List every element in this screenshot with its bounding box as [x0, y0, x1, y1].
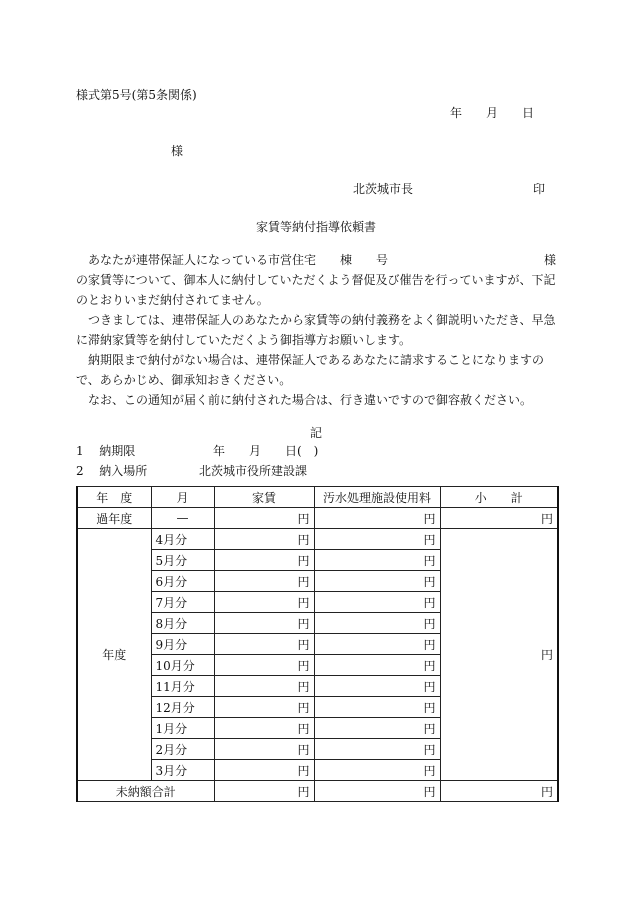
header-subtotal: 小 計: [440, 487, 558, 508]
rent-cell: 円: [214, 739, 314, 760]
rent-cell: 円: [214, 760, 314, 781]
month-label: 9月分: [151, 634, 214, 655]
month-label: 2月分: [151, 739, 214, 760]
rent-cell: 円: [214, 592, 314, 613]
sewage-cell: 円: [314, 655, 440, 676]
table-row-total: [77, 781, 558, 802]
item-label: 納期限: [99, 444, 136, 458]
month-label: 4月分: [151, 529, 214, 550]
paragraph-1: あなたが連帯保証人になっている市営住宅 棟 号 様の家賃等について、御本人に納付していただくよう督促及び催告を行っていますが、下記のとおりいまだ納付されてません。: [76, 253, 557, 307]
sewage-cell: 円: [314, 634, 440, 655]
total-rent: 円: [214, 781, 314, 802]
rent-cell: 円: [214, 655, 314, 676]
rent-cell: 円: [214, 676, 314, 697]
rent-cell: 円: [214, 634, 314, 655]
seal-mark: 印: [533, 182, 546, 196]
sewage-cell: 円: [314, 529, 440, 550]
rent-cell: 円: [214, 697, 314, 718]
sewage-cell: 円: [314, 718, 440, 739]
month-label: 7月分: [151, 592, 214, 613]
month-label: 6月分: [151, 571, 214, 592]
prev-year-subtotal: 円: [440, 508, 558, 529]
header-rent: 家賃: [214, 487, 314, 508]
sender-name: 北茨城市長: [353, 182, 414, 196]
sewage-cell: 円: [314, 550, 440, 571]
month-label: 11月分: [151, 676, 214, 697]
sewage-cell: 円: [314, 739, 440, 760]
table-row: [77, 529, 558, 550]
total-label: 未納額合計: [77, 781, 214, 802]
date-line: 年 月 日: [450, 106, 535, 120]
month-label: 3月分: [151, 760, 214, 781]
month-label: 1月分: [151, 718, 214, 739]
item-number: 2: [76, 464, 84, 478]
sewage-cell: 円: [314, 760, 440, 781]
rent-cell: 円: [214, 529, 314, 550]
item-number: 1: [76, 444, 84, 458]
paragraph-4: なお、この通知が届く前に納付された場合は、行き違いですので御容赦ください。: [76, 393, 533, 407]
form-number: 様式第5号(第5条関係): [76, 88, 197, 102]
item-payment-place: [76, 462, 147, 479]
arrears-table: [76, 486, 559, 802]
table-header-row: [77, 487, 558, 508]
total-sewage: 円: [314, 781, 440, 802]
header-sewage-fee: 汚水処理施設使用料: [314, 487, 440, 508]
sewage-cell: 円: [314, 571, 440, 592]
rent-cell: 円: [214, 613, 314, 634]
month-label: 10月分: [151, 655, 214, 676]
rent-cell: 円: [214, 550, 314, 571]
prev-year-rent: 円: [214, 508, 314, 529]
header-year: 年 度: [77, 487, 151, 508]
rent-cell: 円: [214, 571, 314, 592]
addressee-suffix: 様: [171, 144, 184, 158]
body-paragraphs: [76, 250, 560, 410]
prev-year-label: 過年度: [77, 508, 151, 529]
sewage-cell: 円: [314, 613, 440, 634]
paragraph-3: 納期限まで納付がない場合は、連帯保証人であるあなたに請求することになりますので、あらかじめ、御承知おきください。: [76, 353, 545, 387]
paragraph-2: つきましては、連帯保証人のあなたから家賃等の納付義務をよく御説明いただき、早急に滞納家賃等を納付していただくよう御指導方お願いします。: [76, 313, 556, 347]
sewage-cell: 円: [314, 592, 440, 613]
ki-heading: 記: [310, 426, 323, 440]
month-label: 5月分: [151, 550, 214, 571]
month-label: 8月分: [151, 613, 214, 634]
table-row-prev-year: [77, 508, 558, 529]
rent-cell: 円: [214, 718, 314, 739]
document-title: 家賃等納付指導依頼書: [256, 220, 377, 234]
header-month: 月: [151, 487, 214, 508]
prev-year-month: —: [151, 508, 214, 529]
payment-place-value: 北茨城市役所建設課: [199, 464, 308, 478]
month-label: 12月分: [151, 697, 214, 718]
sewage-cell: 円: [314, 697, 440, 718]
year-subtotal: 円: [440, 529, 558, 781]
total-subtotal: 円: [440, 781, 558, 802]
year-label: 年度: [77, 529, 151, 781]
item-due-date: [76, 442, 135, 459]
prev-year-sewage: 円: [314, 508, 440, 529]
due-date-value: 年 月 日( ): [213, 444, 319, 458]
item-label: 納入場所: [99, 464, 148, 478]
sewage-cell: 円: [314, 676, 440, 697]
